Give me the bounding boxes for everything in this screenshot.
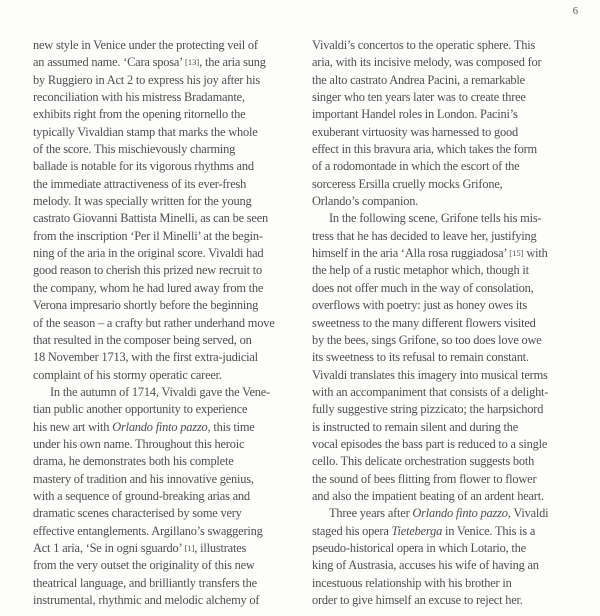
text-run: Orlando’s companion.: [312, 194, 419, 209]
text-line: [33, 245, 312, 262]
text-run: tian public another opportunity to experience: [33, 402, 248, 417]
text-line: [312, 523, 580, 540]
text-run: under his own name. Throughout this heroic: [33, 436, 245, 451]
text-run: castrato Giovanni Battista Minelli, as can be seen: [33, 211, 268, 226]
text-line: [33, 332, 312, 349]
text-line: [33, 523, 312, 540]
text-run: incestuous relationship with his brother in: [312, 575, 512, 590]
text-run: and also the impatient beating of an ardent heart.: [312, 488, 544, 503]
text-run: staged his opera: [312, 523, 392, 538]
text-run: exhibits right from the opening ritornello the: [33, 107, 246, 122]
text-line: [33, 557, 312, 574]
text-run: theatrical language, and brilliantly transfers the: [33, 575, 257, 590]
text-run: Vivaldi translates this imagery into musical terms: [312, 367, 548, 382]
text-run: ning of the aria in the original score. Vivaldi had: [33, 246, 264, 261]
text-run: 18 November 1713, with the first extra-judicial: [33, 350, 258, 365]
text-run: , Vivaldi: [507, 506, 549, 521]
text-run: from the inscription ‘Per il Minelli’ at the begin-: [33, 228, 263, 243]
text-run: effective entanglements. Argillano’s swaggering: [33, 523, 263, 538]
text-run: effect in this bravura aria, which takes the form: [312, 142, 537, 157]
text-run: its sweetness to its refusal to remain constant.: [312, 350, 529, 365]
text-run: fully suggestive string pizzicato; the harpsichord: [312, 402, 544, 417]
text-run: instrumental, rhythmic and melodic alchemy of: [33, 593, 260, 607]
text-run: with an accompaniment that consists of a delight-: [312, 384, 549, 399]
text-line: [33, 488, 312, 505]
text-run: aria, with its incisive melody, was composed for: [312, 55, 542, 70]
text-line: [312, 124, 580, 141]
right-text-column: [312, 37, 580, 609]
left-text-column: [33, 37, 312, 609]
work-title: Orlando finto pazzo: [412, 506, 508, 521]
text-run: reconciliation with his mistress Bradamante,: [33, 90, 245, 105]
text-line: [33, 349, 312, 366]
text-run: singer who ten years later was to create three: [312, 90, 526, 105]
text-line: [312, 54, 580, 71]
text-run: sweetness to the many different flowers visited: [312, 315, 536, 330]
text-run: overflows with poetry: just as honey owes its: [312, 298, 528, 313]
track-ref: [15]: [509, 248, 524, 259]
text-line: [33, 367, 312, 384]
text-run: mastery of tradition and his innovative genius,: [33, 471, 254, 486]
text-run: dramatic scenes characterised by some very: [33, 506, 242, 521]
text-run: from the very outset the originality of this new: [33, 558, 255, 573]
text-line: [33, 262, 312, 279]
text-run: with: [523, 246, 548, 261]
text-run: the help of a rustic metaphor which, though it: [312, 263, 529, 278]
text-line: [312, 557, 580, 574]
text-line: [312, 575, 580, 592]
text-run: king of Austrasia, accuses his wife of having an: [312, 558, 539, 573]
text-run: his new art with: [33, 419, 113, 434]
text-run: is instructed to remain silent and during the: [312, 419, 519, 434]
text-run: exuberant virtuosity was harnessed to good: [312, 124, 518, 139]
text-line: [312, 280, 580, 297]
text-line: [312, 158, 580, 175]
text-line: [312, 349, 580, 366]
text-run: Vivaldi’s concertos to the operatic sphere. This: [312, 38, 536, 52]
text-run: melody. It was specially written for the young: [33, 194, 252, 209]
text-run: by the bees, sings Grifone, so too does love owe: [312, 332, 542, 347]
text-run: by Ruggiero in Act 2 to express his joy after his: [33, 72, 260, 87]
text-line: [312, 419, 580, 436]
text-line: [33, 505, 312, 522]
text-line: [312, 37, 580, 54]
text-line: [33, 540, 312, 557]
text-line: [33, 89, 312, 106]
text-run: pseudo-historical opera in which Lotario, the: [312, 540, 526, 555]
text-run: order to give himself an excuse to reject her.: [312, 593, 523, 607]
text-line: [312, 72, 580, 89]
text-line: [312, 332, 580, 349]
text-run: complaint of his stormy operatic career.: [33, 367, 222, 382]
text-run: himself in the aria ‘Alla rosa ruggiadosa’: [312, 246, 510, 261]
text-line: [33, 436, 312, 453]
text-run: Three years after: [329, 506, 413, 521]
text-line: [33, 401, 312, 418]
text-run: tress that he has decided to leave her, justifying: [312, 228, 537, 243]
text-line: [33, 106, 312, 123]
text-run: an assumed name. ‘Cara sposa’: [33, 55, 186, 70]
text-run: vocal episodes the bass part is reduced to a single: [312, 436, 548, 451]
text-line: [33, 158, 312, 175]
text-run: typically Vivaldian stamp that marks the whole: [33, 124, 258, 139]
text-line: [312, 210, 580, 227]
text-line: [33, 124, 312, 141]
page-number: 6: [572, 6, 578, 17]
text-line: [33, 210, 312, 227]
text-run: in Venice. This is a: [442, 523, 536, 538]
text-line: [312, 262, 580, 279]
text-line: [312, 141, 580, 158]
text-run: In the autumn of 1714, Vivaldi gave the Vene-: [50, 384, 271, 399]
work-title: Orlando finto pazzo: [112, 419, 208, 434]
text-run: of a rodomontade in which the escort of the: [312, 159, 520, 174]
text-line: [312, 505, 580, 522]
text-run: the immediate attractiveness of its ever-fresh: [33, 176, 247, 191]
text-line: [33, 193, 312, 210]
text-line: [33, 471, 312, 488]
text-run: new style in Venice under the protecting veil of: [33, 38, 258, 52]
text-run: the sound of bees flitting from flower to flower: [312, 471, 537, 486]
track-ref: [13]: [185, 57, 200, 68]
text-line: [312, 471, 580, 488]
text-line: [33, 592, 312, 609]
text-line: [312, 245, 580, 262]
text-line: [33, 72, 312, 89]
text-run: drama, he demonstrates both his complete: [33, 454, 234, 469]
text-line: [33, 280, 312, 297]
text-line: [312, 193, 580, 210]
text-line: [312, 228, 580, 245]
text-line: [33, 575, 312, 592]
text-line: [312, 176, 580, 193]
track-ref: [1]: [184, 542, 195, 553]
text-line: [312, 488, 580, 505]
text-run: with a sequence of ground-breaking arias and: [33, 488, 250, 503]
text-line: [33, 37, 312, 54]
text-line: [312, 89, 580, 106]
text-line: [312, 540, 580, 557]
text-line: [312, 315, 580, 332]
text-line: [312, 384, 580, 401]
text-run: good reason to cherish this prized new recruit to: [33, 263, 262, 278]
text-run: the alto castrato Andrea Pacini, a remarkable: [312, 72, 525, 87]
text-run: does not offer much in the way of consolation,: [312, 280, 534, 295]
text-line: [33, 141, 312, 158]
text-run: that resulted in the composer being served, on: [33, 332, 252, 347]
text-columns: [33, 37, 580, 609]
text-line: [312, 367, 580, 384]
text-run: , this time: [207, 419, 255, 434]
text-run: of the score. This mischievously charming: [33, 142, 236, 157]
text-line: [33, 228, 312, 245]
text-line: [33, 176, 312, 193]
text-run: Act 1 aria, ‘Se in ogni sguardo’: [33, 540, 185, 555]
work-title: Tieteberga: [391, 523, 443, 538]
text-run: cello. This delicate orchestration suggests both: [312, 454, 535, 469]
text-run: sorceress Ersilla cruelly mocks Grifone,: [312, 176, 503, 191]
text-line: [312, 436, 580, 453]
text-line: [312, 297, 580, 314]
text-run: , illustrates: [194, 540, 247, 555]
text-line: [312, 106, 580, 123]
text-run: Verona impresario shortly before the beginning: [33, 298, 259, 313]
text-line: [312, 453, 580, 470]
text-line: [33, 419, 312, 436]
text-run: , the aria sung: [199, 55, 266, 70]
text-line: [312, 592, 580, 609]
text-line: [33, 453, 312, 470]
text-run: the company, whom he had lured away from the: [33, 280, 264, 295]
text-run: In the following scene, Grifone tells his mis-: [329, 211, 542, 226]
text-line: [312, 401, 580, 418]
text-run: ballade is notable for its vigorous rhythms and: [33, 159, 254, 174]
text-line: [33, 384, 312, 401]
text-run: important Handel roles in London. Pacini’s: [312, 107, 518, 122]
text-line: [33, 315, 312, 332]
text-run: of the season – a crafty but rather underhand move: [33, 315, 275, 330]
text-line: [33, 54, 312, 71]
text-line: [33, 297, 312, 314]
